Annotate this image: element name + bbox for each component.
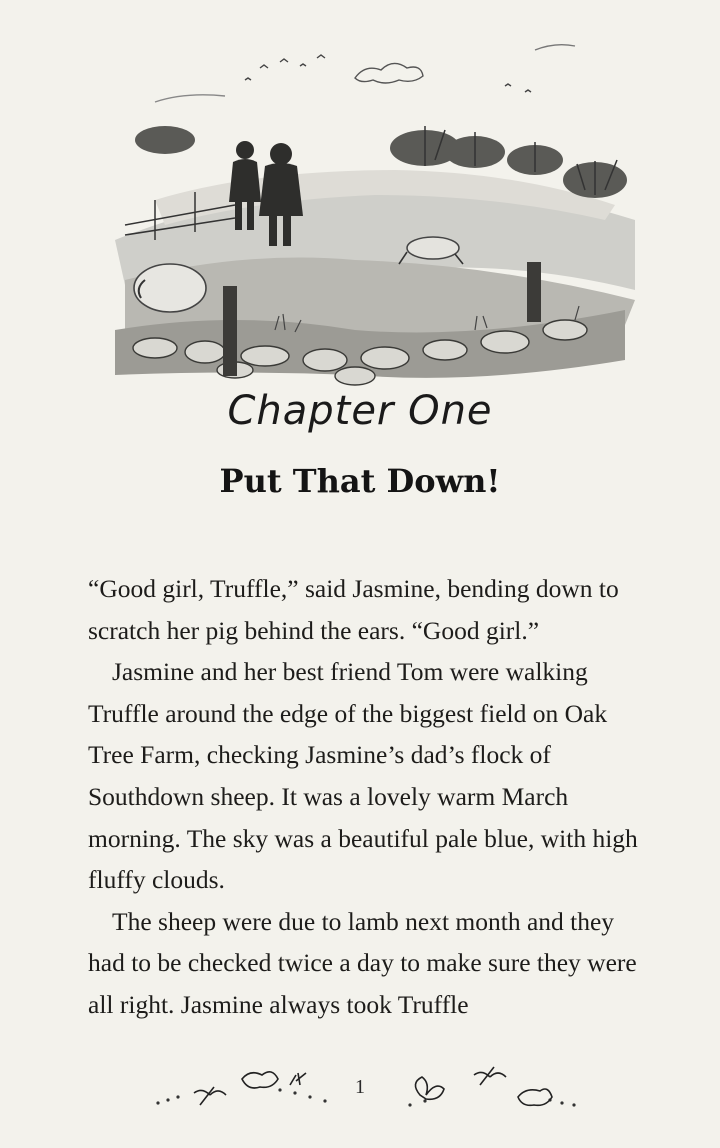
paragraph-2: Jasmine and her best friend Tom were walking Truffle around the edge of the biggest field on Oak Tree Farm, checking Jasmine’s dad’s flock of Southdown sheep. It was a lovely warm March morning. The sky was a beautiful pale blue, with high fluffy clouds. [88,657,638,895]
chapter-heading: Chapter One [227,388,493,434]
paragraph-1: “Good girl, Truffle,” said Jasmine, bending down to scratch her pig behind the ears. “Good girl.” [88,574,619,645]
paragraph-3: The sheep were due to lamb next month and they had to be checked twice a day to make sure they were all right. Jasmine always took Truffle [88,906,637,1019]
page-number: 1 [355,1076,365,1098]
body-text [88,568,648,1026]
farm-scene-illustration-icon [95,30,655,400]
chapter-title: Put That Down! [219,462,501,500]
